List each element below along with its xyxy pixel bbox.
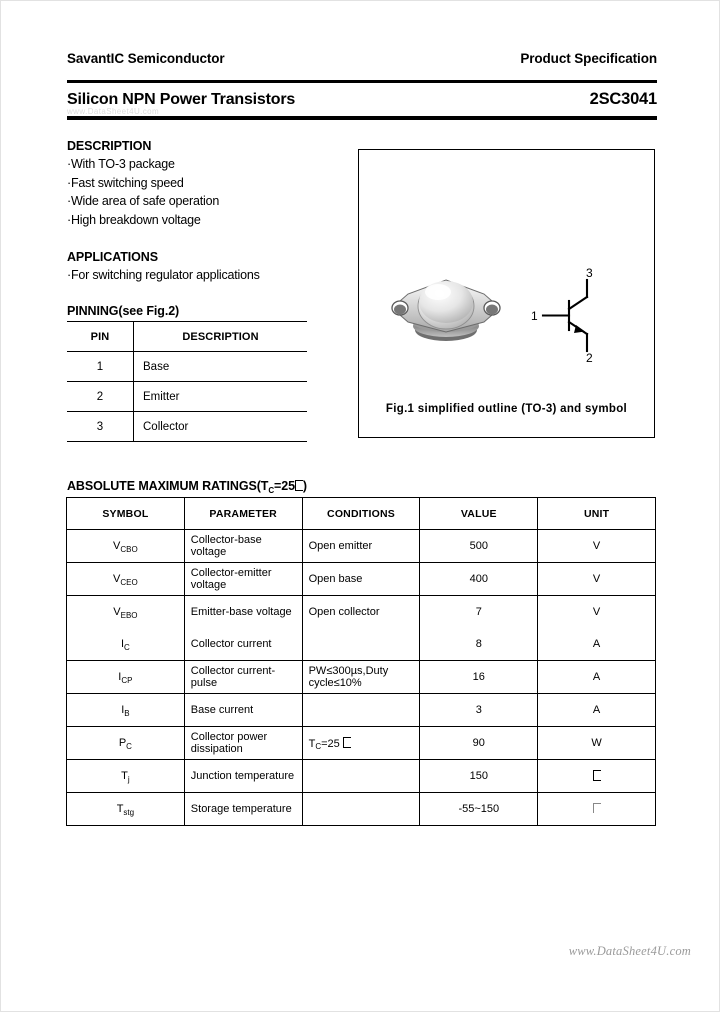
applications-item: ·For switching regulator applications xyxy=(67,268,260,282)
symbol-base: I xyxy=(121,704,125,716)
rating-value: 16 xyxy=(420,661,538,694)
symbol-base: P xyxy=(118,737,127,749)
rating-value: -55~150 xyxy=(420,793,538,826)
symbol-subscript: EBO xyxy=(120,610,138,620)
rating-value: 400 xyxy=(420,563,538,596)
table-row xyxy=(67,530,656,563)
table-row xyxy=(67,628,656,661)
document-type: Product Specification xyxy=(520,51,657,66)
rating-unit: V xyxy=(538,563,656,596)
symbol-base: I xyxy=(120,638,125,650)
rating-conditions: Open emitter xyxy=(302,530,420,563)
applications-heading: APPLICATIONS xyxy=(67,250,158,264)
rating-parameter: Collector-base voltage xyxy=(184,530,302,563)
symbol-subscript: CBO xyxy=(120,544,138,554)
rating-symbol xyxy=(67,628,185,661)
table-row xyxy=(67,793,656,826)
rating-symbol xyxy=(67,793,185,826)
rating-unit: A xyxy=(538,628,656,661)
ratings-title-suffix: =25 xyxy=(274,479,295,493)
symbol-subscript: C xyxy=(124,642,130,652)
ratings-col-parameter: PARAMETER xyxy=(184,498,302,530)
pin-number: 2 xyxy=(67,382,134,412)
symbol-subscript: CEO xyxy=(120,577,138,587)
table-row xyxy=(67,727,656,760)
pin-description: Collector xyxy=(134,412,308,442)
degree-celsius-glyph xyxy=(343,737,351,748)
ratings-title-close: ) xyxy=(302,479,307,493)
table-header-row xyxy=(67,322,307,352)
pinning-col-pin: PIN xyxy=(67,322,134,352)
rating-unit: V xyxy=(538,596,656,629)
symbol-label-base: 1 xyxy=(531,309,538,323)
pin-number: 1 xyxy=(67,352,134,382)
rating-symbol xyxy=(67,694,185,727)
rating-conditions: $T_C=25$ xyxy=(302,727,420,760)
rating-unit: W xyxy=(538,727,656,760)
rating-conditions: PW≤300µs,Duty cycle≤10% xyxy=(302,661,420,694)
pinning-section xyxy=(67,304,307,442)
rating-symbol xyxy=(67,596,185,629)
rating-parameter: Collector current xyxy=(184,628,302,661)
description-item: ·Fast switching speed xyxy=(67,175,184,190)
rating-symbol xyxy=(67,760,185,793)
rating-unit: V xyxy=(538,530,656,563)
description-item: ·High breakdown voltage xyxy=(67,212,201,227)
rating-conditions xyxy=(302,628,420,661)
header-rule-bottom xyxy=(67,116,657,120)
figure-caption: Fig.1 simplified outline (TO-3) and symbol xyxy=(385,403,628,415)
table-row xyxy=(67,412,307,442)
symbol-subscript: B xyxy=(124,708,130,718)
table-row xyxy=(67,352,307,382)
rating-parameter: Collector current-pulse xyxy=(184,661,302,694)
description-item: ·With TO-3 package xyxy=(67,157,175,171)
description-item: ·Wide area of safe operation xyxy=(67,194,220,208)
rating-value: 90 xyxy=(420,727,538,760)
degree-celsius-glyph xyxy=(295,480,303,491)
rating-value: 500 xyxy=(420,530,538,563)
page-header xyxy=(67,51,657,66)
table-header-row xyxy=(67,498,656,530)
pinning-col-desc: DESCRIPTION xyxy=(134,322,308,352)
rating-conditions xyxy=(302,760,420,793)
rating-parameter: Emitter-base voltage xyxy=(184,596,302,629)
table-row xyxy=(67,661,656,694)
rating-symbol xyxy=(67,530,185,563)
title-watermark: www.DataSheet4U.com xyxy=(67,107,160,116)
symbol-base: V xyxy=(113,573,121,585)
symbol-base: I xyxy=(118,671,122,683)
ratings-col-value: VALUE xyxy=(420,498,538,530)
symbol-base: V xyxy=(113,540,121,552)
rating-parameter: Collector-emitter voltage xyxy=(184,563,302,596)
rating-symbol xyxy=(67,661,185,694)
header-rule-top xyxy=(67,80,657,83)
ratings-col-unit: UNIT xyxy=(538,498,656,530)
pinning-table xyxy=(67,321,307,442)
symbol-subscript: j xyxy=(127,774,130,784)
ratings-title xyxy=(67,479,307,493)
rating-parameter: Junction temperature xyxy=(184,760,302,793)
page-title: Silicon NPN Power Transistors xyxy=(67,91,296,108)
symbol-base: T xyxy=(116,803,124,815)
symbol-subscript: C xyxy=(126,741,132,751)
degree-celsius-glyph xyxy=(593,770,601,781)
rating-conditions xyxy=(302,694,420,727)
symbol-base: V xyxy=(113,606,121,618)
to3-package-image xyxy=(381,258,511,363)
table-row xyxy=(67,382,307,412)
rating-unit xyxy=(538,793,656,826)
condition-subscript: C xyxy=(315,742,322,751)
rating-unit: A xyxy=(538,694,656,727)
ratings-title-prefix: ABSOLUTE MAXIMUM RATINGS(T xyxy=(67,479,269,493)
pin-description: Emitter xyxy=(134,382,308,412)
symbol-base: T xyxy=(121,770,128,782)
rating-unit xyxy=(538,760,656,793)
symbol-subscript: stg xyxy=(123,807,135,817)
rating-unit: A xyxy=(538,661,656,694)
pinning-heading: PINNING(see Fig.2) xyxy=(67,304,180,318)
rating-symbol xyxy=(67,563,185,596)
company-name: SavantIC Semiconductor xyxy=(67,51,225,66)
rating-parameter: Base current xyxy=(184,694,302,727)
npn-transistor-symbol xyxy=(529,268,619,363)
symbol-subscript: CP xyxy=(121,675,133,685)
figure-1-box xyxy=(358,149,655,438)
table-row xyxy=(67,563,656,596)
rating-conditions xyxy=(302,793,420,826)
ratings-col-conditions: CONDITIONS xyxy=(302,498,420,530)
footer-watermark: www.DataSheet4U.com xyxy=(568,944,691,958)
rating-value: 150 xyxy=(420,760,538,793)
pin-number: 3 xyxy=(67,412,134,442)
rating-conditions: Open collector xyxy=(302,596,420,629)
ratings-col-symbol: SYMBOL xyxy=(67,498,185,530)
description-heading: DESCRIPTION xyxy=(67,139,152,153)
rating-value: 3 xyxy=(420,694,538,727)
table-row xyxy=(67,760,656,793)
table-row xyxy=(67,596,656,629)
rating-parameter: Storage temperature xyxy=(184,793,302,826)
ratings-title-sub: C xyxy=(268,485,275,495)
rating-value: 7 xyxy=(420,596,538,629)
rating-conditions: Open base xyxy=(302,563,420,596)
symbol-label-emitter: 2 xyxy=(586,351,593,363)
rating-parameter: Collector power dissipation xyxy=(184,727,302,760)
table-row xyxy=(67,694,656,727)
symbol-label-collector: 3 xyxy=(586,268,593,280)
rating-symbol xyxy=(67,727,185,760)
pin-description: Base xyxy=(134,352,308,382)
description-section xyxy=(67,139,347,229)
ratings-table-wrap xyxy=(66,497,656,826)
applications-section xyxy=(67,250,347,285)
absolute-maximum-ratings-table xyxy=(66,497,656,826)
rating-value: 8 xyxy=(420,628,538,661)
degree-celsius-glyph xyxy=(593,803,601,813)
part-number: 2SC3041 xyxy=(589,90,657,108)
